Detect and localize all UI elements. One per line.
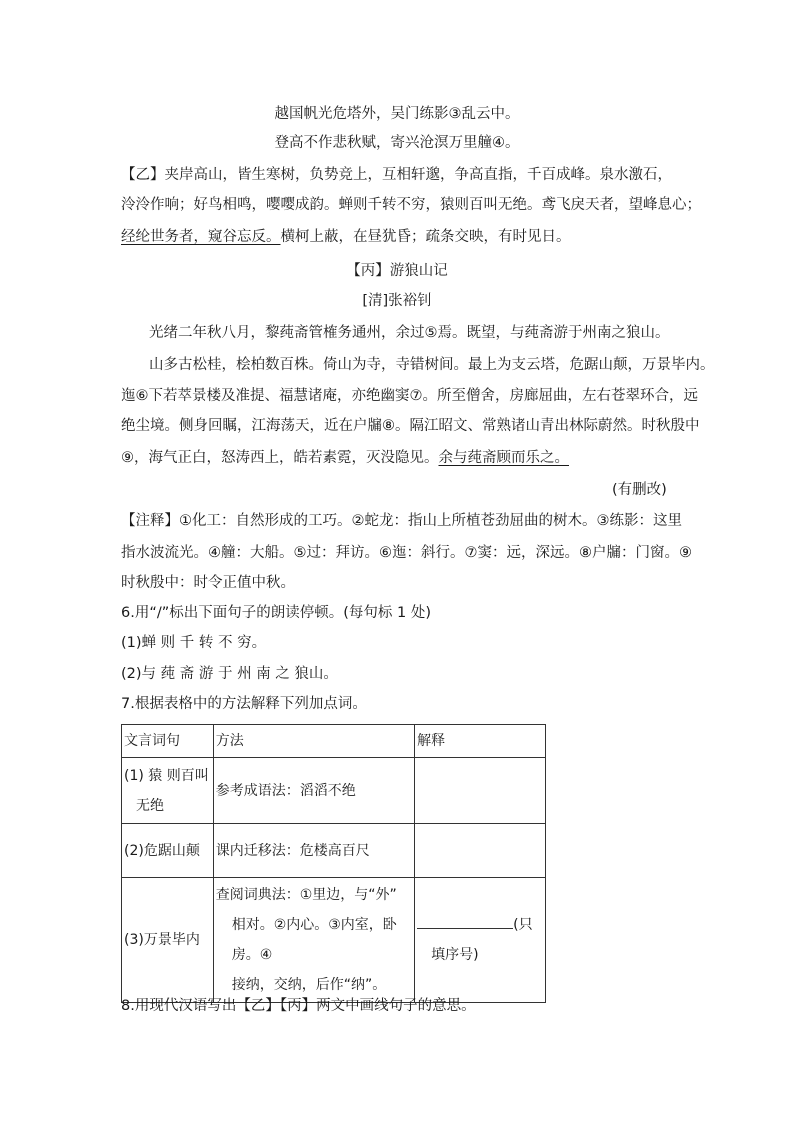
- header-cell: 方法: [213, 725, 414, 758]
- q7-prompt: 7.根据表格中的方法解释下列加点词。: [121, 696, 367, 712]
- passage-yi-line-2: 泠泠作响；好鸟相鸣，嘤嘤成韵。蝉则千转不穷，猿则百叫无绝。鸢飞戾天者，望峰息心；: [121, 197, 701, 213]
- passage-bing-line-1: 光绪二年秋八月，黎莼斋管榷务通州，余过⑤焉。既望，与莼斋游于州南之狼山。: [149, 325, 670, 341]
- passage-bing-line-3: 迤⑥下若萃景楼及准提、福慧诸庵，亦绝幽窦⑦。所至僧舍，房廊屈曲，左右苍翠环合，远: [121, 388, 698, 404]
- table-header-row: [122, 725, 546, 758]
- annotation-line-1: 【注释】①化工：自然形成的工巧。②蛇龙：指山上所植苍劲屈曲的树木。③练影：这里: [121, 513, 682, 529]
- answer-blank[interactable]: [417, 912, 513, 929]
- passage-bing-title: 【丙】游狼山记: [346, 263, 448, 279]
- poem-line-2: 登高不作悲秋赋，寄兴沧溟万里艟④。: [274, 135, 520, 151]
- word-cell: (3)万景毕内: [122, 878, 214, 1003]
- answer-cell[interactable]: [415, 824, 546, 878]
- passage-bing-line-4: 绝尘境。侧身回瞩，江海荡天，近在户牖⑧。隔江昭文、常熟诸山青出林际蔚然。时秋殷中: [121, 418, 700, 434]
- q6-item-1: (1)蝉 则 千 转 不 穷。: [121, 635, 267, 651]
- passage-bing-line-5-plain: ⑨，海气正白，怒涛西上，皓若素霓，灭没隐见。: [121, 450, 439, 466]
- header-cell: 文言词句: [122, 725, 214, 758]
- word-cell: [122, 758, 214, 824]
- q6-prompt: 6.用“/”标出下面句子的朗读停顿。(每句标 1 处): [121, 605, 431, 621]
- passage-yi-line-1: 【乙】夹岸高山，皆生寒树，负势竞上，互相轩邈，争高直指，千百成峰。泉水激石，: [121, 167, 672, 183]
- table-row: [122, 824, 546, 878]
- method-cell: [213, 878, 414, 1003]
- vocab-table: [121, 724, 546, 1003]
- passage-yi-line-3-rest: 横柯上蔽，在昼犹昏；疏条交映，有时见日。: [280, 229, 571, 245]
- header-cell: 解释: [415, 725, 546, 758]
- q6-item-2: (2)与 莼 斋 游 于 州 南 之 狼山。: [121, 666, 338, 682]
- method-line: 相对。②内心。③内室，卧房。④: [231, 917, 397, 963]
- passage-bing-line-5: [121, 448, 569, 468]
- underlined-sentence-yi: 经纶世务者，窥谷忘反。: [121, 229, 281, 245]
- word-line: 无绝: [136, 797, 164, 814]
- passage-bing-author: [清]张裕钊: [362, 293, 432, 309]
- underlined-sentence-bing: 余与莼斋顾而乐之。: [438, 450, 569, 466]
- answer-hint: 填序号): [431, 947, 479, 963]
- method-line: 接纳，交纳，后作“纳”。: [231, 977, 387, 993]
- answer-cell[interactable]: [415, 758, 546, 824]
- method-cell: 参考成语法：滔滔不绝: [213, 758, 414, 824]
- method-cell: 课内迁移法：危楼高百尺: [213, 824, 414, 878]
- answer-suffix: (只: [513, 917, 533, 933]
- word-cell: (2)危踞山颠: [122, 824, 214, 878]
- poem-line-1: 越国帆光危塔外，吴门练影③乱云中。: [274, 106, 520, 122]
- method-line: 查阅词典法：①里边，与“外”: [215, 887, 397, 903]
- answer-cell[interactable]: [415, 878, 546, 1003]
- passage-yi-line-3: [121, 227, 571, 247]
- edit-note: (有删改): [612, 482, 667, 498]
- passage-bing-line-2: 山多古松桂，桧柏数百株。倚山为寺，寺错树间。最上为支云塔，危踞山颠，万景毕内。: [149, 357, 715, 373]
- annotation-line-2: 指水波流光。④艟：大船。⑤过：拜访。⑥迤：斜行。⑦窦：远，深远。⑧户牖：门窗。⑨: [121, 545, 692, 561]
- table-row: [122, 758, 546, 824]
- q8-prompt: 8.用现代汉语写出【乙】【丙】两文中画线句子的意思。: [121, 998, 476, 1014]
- word-line: (1) 猿 则百叫: [124, 767, 209, 784]
- annotation-line-3: 时秋殷中：时令正值中秋。: [121, 575, 295, 591]
- table-row: [122, 878, 546, 1003]
